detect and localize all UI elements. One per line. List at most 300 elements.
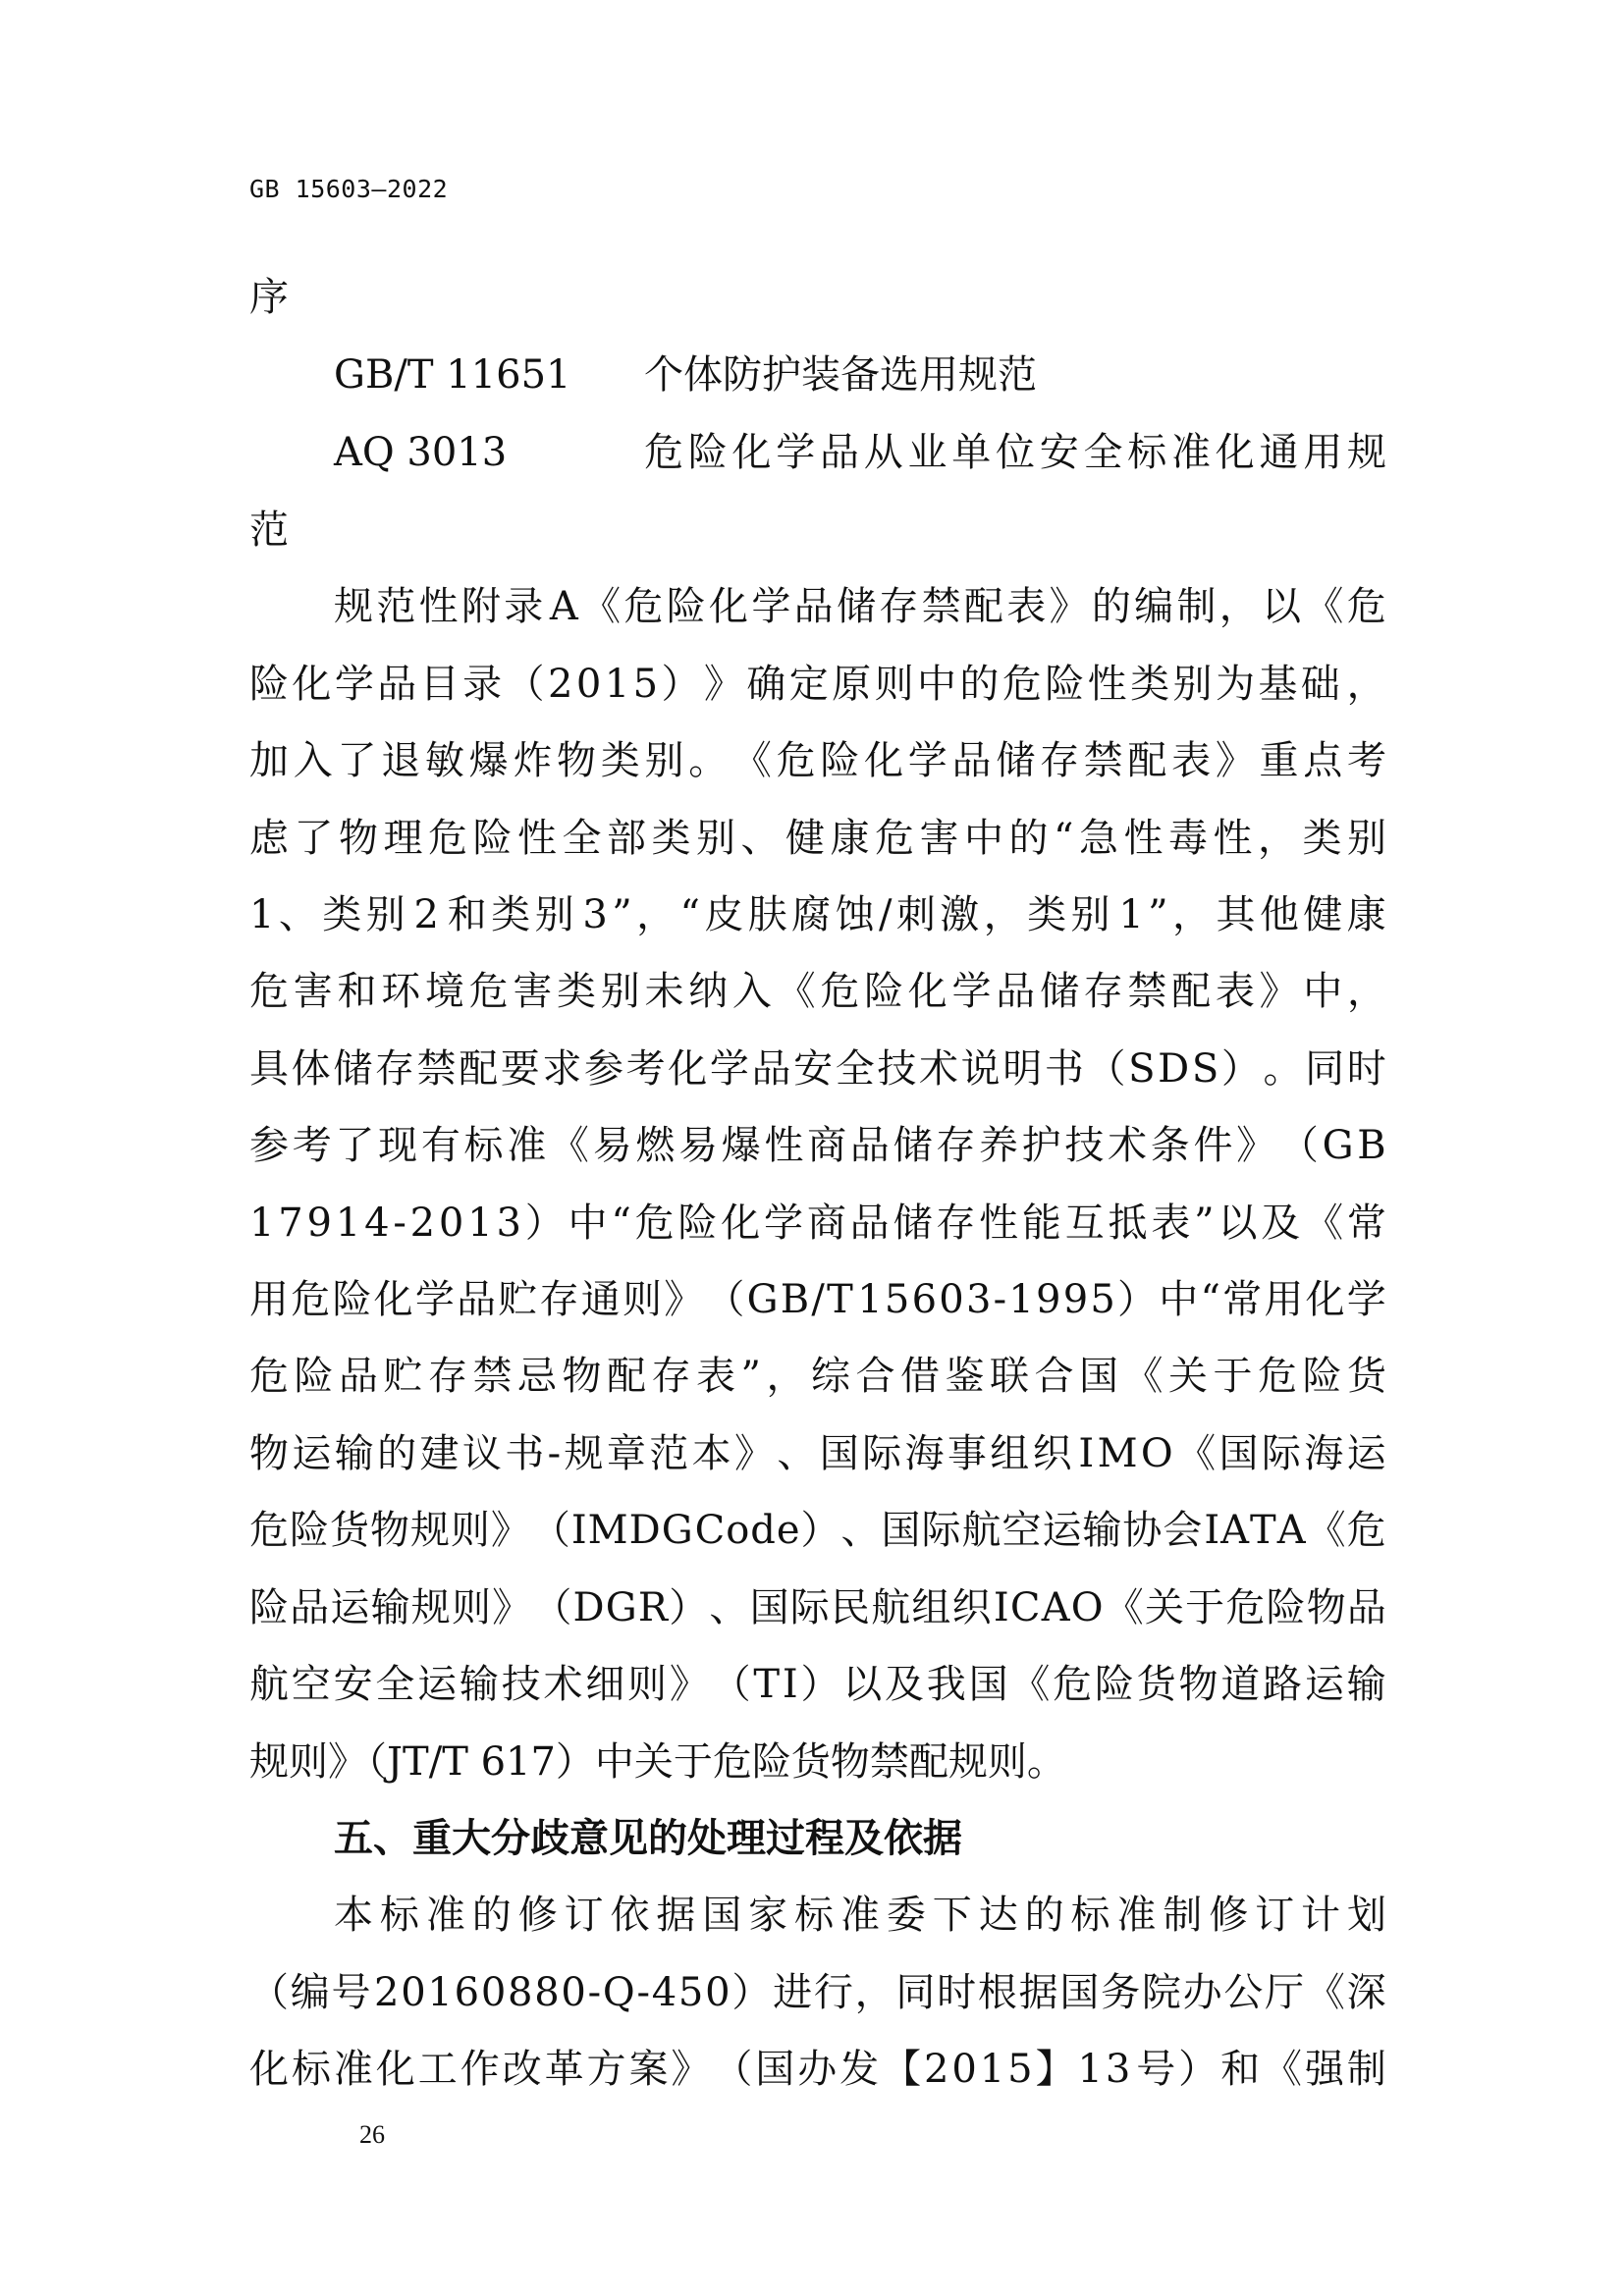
glyph: 5 — [1007, 2047, 1033, 2092]
glyph: 化 — [1215, 430, 1255, 475]
glyph: 下 — [932, 1893, 972, 1938]
glyph: 安 — [333, 1662, 373, 1707]
glyph: 标 — [1127, 430, 1167, 475]
glyph: 于 — [1185, 1585, 1225, 1630]
glyph: 安 — [1039, 430, 1079, 475]
glyph: 禁 — [1127, 969, 1167, 1014]
glyph: 危 — [875, 816, 914, 861]
glyph: - — [636, 1970, 650, 2015]
glyph: 海 — [1304, 1431, 1344, 1476]
glyph: 8 — [534, 1970, 560, 2015]
glyph: 考 — [625, 1046, 666, 1092]
glyph: 》 — [1236, 1123, 1276, 1168]
glyph: 险 — [1266, 1585, 1306, 1630]
glyph: 品 — [290, 1585, 330, 1630]
glyph: 的 — [471, 1893, 512, 1938]
glyph: ” — [1194, 1201, 1215, 1246]
glyph: 技 — [1064, 1123, 1105, 1168]
paragraph-line — [249, 1431, 1386, 1476]
glyph: 定 — [788, 662, 829, 707]
glyph: 规 — [334, 584, 373, 629]
glyph: 输 — [459, 1662, 499, 1707]
glyph: 号 — [1136, 2047, 1176, 2092]
glyph: 以 — [842, 1662, 883, 1707]
glyph: 标 — [379, 1893, 419, 1938]
glyph: 》 — [703, 662, 743, 707]
glyph: 货 — [329, 1508, 369, 1553]
glyph: 则 — [622, 1277, 662, 1322]
glyph: 危 — [1225, 1585, 1266, 1630]
glyph: ） — [800, 1508, 840, 1553]
glyph: 据 — [1018, 1970, 1058, 2015]
glyph: 订 — [564, 1893, 604, 1938]
glyph: 类 — [1027, 892, 1067, 937]
glyph: 险 — [820, 738, 860, 783]
glyph: 其 — [1216, 892, 1256, 937]
glyph: I — [1204, 1508, 1220, 1553]
glyph: 民 — [830, 1585, 870, 1630]
glyph: 危 — [1346, 584, 1386, 629]
glyph: 品 — [820, 430, 859, 475]
glyph: 案 — [628, 2047, 669, 2092]
glyph: 学 — [907, 738, 947, 783]
paragraph-line — [249, 1201, 1386, 1246]
glyph: 中 — [916, 662, 956, 707]
glyph: 环 — [381, 969, 421, 1014]
paragraph-line — [249, 1508, 1386, 1553]
glyph: 6 — [454, 1970, 480, 2015]
glyph: 7 — [278, 1201, 303, 1246]
glyph: 0 — [939, 1277, 964, 1322]
glyph: （ — [711, 1662, 751, 1707]
glyph: 1 — [979, 2047, 1005, 2092]
glyph: A — [1041, 1585, 1070, 1630]
glyph: 发 — [839, 2047, 880, 2092]
glyph: 从 — [863, 430, 903, 475]
glyph: 基 — [1258, 662, 1298, 707]
glyph: 具 — [249, 1046, 289, 1092]
text-line: 序 — [249, 275, 289, 320]
glyph: 用 — [249, 1277, 289, 1322]
glyph: 3 — [582, 892, 608, 937]
glyph: 则 — [874, 662, 914, 707]
glyph: 学 — [1346, 1277, 1386, 1322]
reference-title: 个体防护装备选用规范 — [644, 352, 1037, 398]
glyph: I — [993, 1585, 1009, 1630]
glyph: “ — [1200, 1277, 1220, 1322]
glyph: 运 — [1304, 1662, 1344, 1707]
glyph: 改 — [502, 2047, 542, 2092]
glyph: 国 — [1059, 1970, 1100, 2015]
glyph: 化 — [249, 2047, 289, 2092]
glyph: A — [549, 584, 578, 629]
glyph: 化 — [864, 738, 904, 783]
glyph: 中 — [1303, 969, 1343, 1014]
glyph: 化 — [731, 430, 772, 475]
glyph: T — [753, 1662, 781, 1707]
glyph: 禁 — [921, 584, 961, 629]
glyph: 险 — [249, 1585, 289, 1630]
glyph: 易 — [592, 1123, 632, 1168]
glyph: 配 — [1127, 738, 1167, 783]
glyph: 输 — [1082, 1508, 1122, 1553]
glyph: 货 — [1346, 1354, 1386, 1399]
glyph: 为 — [1215, 662, 1255, 707]
glyph: 了 — [335, 1123, 375, 1168]
glyph: 忌 — [517, 1354, 557, 1399]
glyph: ” — [740, 1354, 761, 1399]
glyph: 规 — [409, 1508, 450, 1553]
glyph: 类 — [491, 892, 531, 937]
glyph: ） — [800, 1662, 840, 1707]
glyph: 5 — [884, 1277, 910, 1322]
glyph: 5 — [677, 1970, 704, 2015]
glyph: 标 — [794, 1893, 835, 1938]
glyph: 运 — [330, 1585, 370, 1630]
glyph: 敏 — [424, 738, 464, 783]
glyph: 通 — [1259, 430, 1299, 475]
glyph: 范 — [649, 1431, 689, 1476]
glyph: 、 — [840, 1508, 881, 1553]
glyph: 燃 — [635, 1123, 676, 1168]
glyph: 危 — [623, 584, 664, 629]
glyph: 退 — [381, 738, 421, 783]
glyph: 物 — [557, 738, 597, 783]
glyph: 时 — [1346, 1046, 1386, 1092]
glyph: 技 — [501, 1662, 541, 1707]
glyph: 化 — [709, 584, 749, 629]
glyph: （ — [505, 662, 545, 707]
glyph: 细 — [585, 1662, 625, 1707]
glyph: 《 — [1304, 1201, 1344, 1246]
glyph: 国 — [881, 1508, 921, 1553]
glyph: 依 — [610, 1893, 650, 1938]
glyph: 6 — [911, 1277, 938, 1322]
glyph: 存 — [936, 1201, 976, 1246]
glyph: 类 — [1302, 816, 1342, 861]
glyph: （ — [1278, 1123, 1319, 1168]
glyph: 体 — [291, 1046, 331, 1092]
glyph: 表 — [1151, 1201, 1191, 1246]
glyph: 准 — [333, 2047, 373, 2092]
glyph: D — [572, 1585, 605, 1630]
glyph: 办 — [1182, 1970, 1222, 2015]
glyph: 航 — [249, 1662, 289, 1707]
reference-title — [644, 430, 1386, 475]
glyph: 。 — [1263, 1046, 1303, 1092]
glyph: e — [776, 1508, 800, 1553]
glyph: 准 — [1116, 1893, 1157, 1938]
glyph: 借 — [899, 1354, 940, 1399]
glyph: 根 — [977, 1970, 1017, 2015]
glyph: 爆 — [468, 738, 509, 783]
glyph: 办 — [797, 2047, 838, 2092]
glyph: 1 — [1118, 892, 1144, 937]
glyph: 标 — [463, 1123, 504, 1168]
glyph: ） — [669, 1585, 709, 1630]
glyph: 标 — [291, 2047, 331, 2092]
glyph: 常 — [1346, 1201, 1386, 1246]
glyph: 参 — [249, 1123, 289, 1168]
glyph: 储 — [996, 738, 1036, 783]
glyph: 础 — [1300, 662, 1340, 707]
paragraph-line — [249, 1970, 1386, 2015]
glyph: 贮 — [383, 1354, 423, 1399]
glyph: 康 — [1346, 892, 1386, 937]
glyph: 炸 — [513, 738, 553, 783]
glyph: 。 — [688, 738, 729, 783]
glyph: 健 — [785, 816, 825, 861]
glyph: Q — [602, 1970, 635, 2015]
glyph: 理 — [383, 816, 423, 861]
glyph: ） — [1220, 1046, 1261, 1092]
glyph: 化 — [907, 969, 947, 1014]
glyph: ， — [854, 1970, 894, 2015]
glyph: 1 — [604, 662, 630, 707]
glyph: 0 — [480, 1970, 507, 2015]
glyph: 危 — [776, 738, 816, 783]
glyph: 道 — [1220, 1662, 1261, 1707]
glyph: 安 — [793, 1046, 834, 1092]
glyph: 类 — [651, 816, 691, 861]
glyph: 险 — [332, 1277, 372, 1322]
glyph: 禁 — [1083, 738, 1123, 783]
glyph: ， — [1257, 816, 1297, 861]
glyph: - — [393, 1201, 406, 1246]
glyph: 全 — [562, 816, 602, 861]
glyph: 《 — [1304, 584, 1344, 629]
glyph: 入 — [731, 969, 772, 1014]
glyph: 别 — [534, 892, 574, 937]
glyph: 的 — [959, 662, 1000, 707]
glyph: 重 — [1259, 738, 1299, 783]
glyph: 国 — [702, 1893, 742, 1938]
glyph: 运 — [1346, 1431, 1386, 1476]
glyph: 2 — [924, 2047, 949, 2092]
glyph: 《 — [1104, 1585, 1144, 1630]
glyph: 0 — [951, 2047, 977, 2092]
glyph: 2 — [547, 662, 573, 707]
glyph: 境 — [424, 969, 464, 1014]
glyph: 同 — [1305, 1046, 1345, 1092]
glyph: ， — [983, 892, 1023, 937]
glyph: 配 — [459, 1046, 499, 1092]
glyph: 类 — [1130, 662, 1170, 707]
glyph: ， — [1218, 584, 1259, 629]
glyph: 3 — [965, 1277, 992, 1322]
glyph: 规 — [564, 1431, 604, 1476]
glyph: d — [750, 1508, 776, 1553]
glyph: 性 — [1123, 816, 1164, 861]
glyph: 储 — [893, 1201, 933, 1246]
glyph: ” — [1148, 892, 1168, 937]
glyph: 达 — [978, 1893, 1018, 1938]
glyph: 空 — [1001, 1508, 1042, 1553]
glyph: 品 — [1346, 1585, 1386, 1630]
glyph: 性 — [1213, 816, 1253, 861]
text-line: 规则》（JT/T 617）中关于危险货物禁配规则。 — [249, 1739, 1066, 1785]
glyph: 危 — [428, 816, 467, 861]
glyph: 能 — [1021, 1201, 1061, 1246]
page-number: 26 — [359, 2120, 385, 2149]
glyph: 性 — [764, 1123, 804, 1168]
glyph: 范 — [376, 584, 416, 629]
glyph: ） — [524, 1201, 565, 1246]
glyph: 蚀 — [835, 892, 875, 937]
glyph: 编 — [290, 1970, 330, 2015]
glyph: 加 — [249, 738, 289, 783]
glyph: I — [1078, 1431, 1095, 1476]
document-number-header: GB 15603—2022 — [249, 175, 449, 203]
glyph: O — [1140, 1431, 1173, 1476]
section-heading: 五、重大分歧意见的处理过程及依据 — [334, 1816, 962, 1861]
glyph: 存 — [374, 1046, 414, 1092]
glyph: 毒 — [1167, 816, 1208, 861]
glyph: 方 — [586, 2047, 626, 2092]
glyph: C — [1009, 1585, 1041, 1630]
glyph: T — [827, 1277, 853, 1322]
glyph: 际 — [1261, 1431, 1301, 1476]
glyph: G — [746, 1277, 779, 1322]
glyph: 海 — [904, 1431, 945, 1476]
glyph: 别 — [696, 816, 735, 861]
glyph: 和 — [447, 892, 487, 937]
glyph: 4 — [364, 1201, 390, 1246]
glyph: 国 — [755, 2047, 795, 2092]
glyph: 确 — [746, 662, 786, 707]
glyph: 于 — [1213, 1354, 1253, 1399]
glyph: 《 — [1306, 1508, 1346, 1553]
reference-code: AQ 3013 — [334, 430, 508, 475]
glyph: - — [587, 1970, 602, 2015]
glyph: 综 — [810, 1354, 850, 1399]
glyph: 》 — [1215, 738, 1255, 783]
glyph: 关 — [1167, 1354, 1208, 1399]
glyph: 险 — [864, 969, 904, 1014]
glyph: 位 — [996, 430, 1035, 475]
glyph: 危 — [1001, 662, 1042, 707]
glyph: 性 — [1087, 662, 1127, 707]
glyph: 及 — [885, 1662, 924, 1707]
glyph: 0 — [438, 1201, 464, 1246]
glyph: 存 — [1083, 969, 1123, 1014]
glyph: 品 — [457, 1277, 497, 1322]
glyph: （ — [713, 2047, 753, 2092]
glyph: 家 — [748, 1893, 788, 1938]
glyph: 本 — [691, 1431, 731, 1476]
glyph: 3 — [1105, 2047, 1131, 2092]
glyph: 现 — [378, 1123, 418, 1168]
glyph: 事 — [947, 1431, 987, 1476]
glyph: 表 — [1215, 969, 1255, 1014]
glyph: M — [587, 1508, 628, 1553]
glyph: 委 — [886, 1893, 926, 1938]
glyph: 鉴 — [945, 1354, 985, 1399]
paragraph-line — [334, 584, 1386, 629]
glyph: D — [1158, 1046, 1190, 1092]
glyph: 学 — [764, 1201, 804, 1246]
glyph: ， — [636, 892, 677, 937]
glyph: （ — [1086, 1046, 1126, 1092]
glyph: 深 — [1346, 1970, 1386, 2015]
glyph: 激 — [940, 892, 980, 937]
glyph: 存 — [539, 1277, 579, 1322]
glyph: 危 — [820, 969, 860, 1014]
glyph: 类 — [557, 969, 597, 1014]
glyph: 组 — [911, 1585, 951, 1630]
glyph: 运 — [292, 1431, 332, 1476]
glyph: 学 — [709, 1046, 749, 1092]
glyph: 化 — [292, 662, 332, 707]
glyph: 学 — [951, 969, 992, 1014]
glyph: 险 — [687, 430, 728, 475]
paragraph-line — [249, 1277, 1386, 1322]
glyph: 学 — [776, 430, 816, 475]
glyph: 部 — [607, 816, 646, 861]
glyph: 化 — [721, 1201, 761, 1246]
glyph: 1 — [857, 1277, 883, 1322]
glyph: 关 — [1144, 1585, 1184, 1630]
glyph: 常 — [1222, 1277, 1263, 1322]
glyph: 据 — [656, 1893, 696, 1938]
glyph: I — [782, 1662, 798, 1707]
glyph: 制 — [1176, 584, 1217, 629]
glyph: 附 — [460, 584, 501, 629]
glyph: 中 — [964, 816, 1003, 861]
glyph: / — [811, 1277, 825, 1322]
glyph: 危 — [291, 1277, 331, 1322]
glyph: 用 — [1264, 1277, 1304, 1322]
glyph: 《 — [1123, 1354, 1164, 1399]
glyph: 全 — [835, 1046, 875, 1092]
glyph: 商 — [807, 1123, 847, 1168]
glyph: 会 — [1163, 1508, 1203, 1553]
glyph: 表 — [1006, 584, 1047, 629]
glyph: 》 — [492, 1585, 532, 1630]
paragraph-line — [249, 816, 1386, 861]
glyph: G — [661, 1508, 693, 1553]
glyph: 爆 — [721, 1123, 761, 1168]
glyph: 运 — [417, 1662, 458, 1707]
glyph: 皮 — [704, 892, 744, 937]
glyph: 未 — [644, 969, 684, 1014]
glyph: 用 — [1303, 430, 1343, 475]
glyph: 物 — [339, 816, 378, 861]
glyph: 院 — [1141, 1970, 1181, 2015]
glyph: ， — [1172, 892, 1213, 937]
glyph: 航 — [961, 1508, 1001, 1553]
glyph: 以 — [1262, 584, 1302, 629]
glyph: A — [1220, 1508, 1250, 1553]
glyph: 点 — [1303, 738, 1343, 783]
glyph: 、 — [777, 1431, 817, 1476]
glyph: 准 — [839, 1893, 880, 1938]
glyph: 2 — [374, 1970, 400, 2015]
glyph: 航 — [871, 1585, 911, 1630]
glyph: 国 — [1218, 1431, 1259, 1476]
glyph: 险 — [289, 1508, 329, 1553]
glyph: 原 — [832, 662, 872, 707]
glyph: 5 — [1090, 1277, 1115, 1322]
glyph: 存 — [428, 1354, 467, 1399]
glyph: 时 — [937, 1970, 977, 2015]
glyph: 险 — [1094, 1662, 1134, 1707]
glyph: 的 — [1024, 1893, 1064, 1938]
glyph: - — [547, 1431, 562, 1476]
glyph: 禁 — [416, 1046, 457, 1092]
glyph: 《 — [1305, 1970, 1345, 2015]
paragraph-line — [249, 738, 1386, 783]
